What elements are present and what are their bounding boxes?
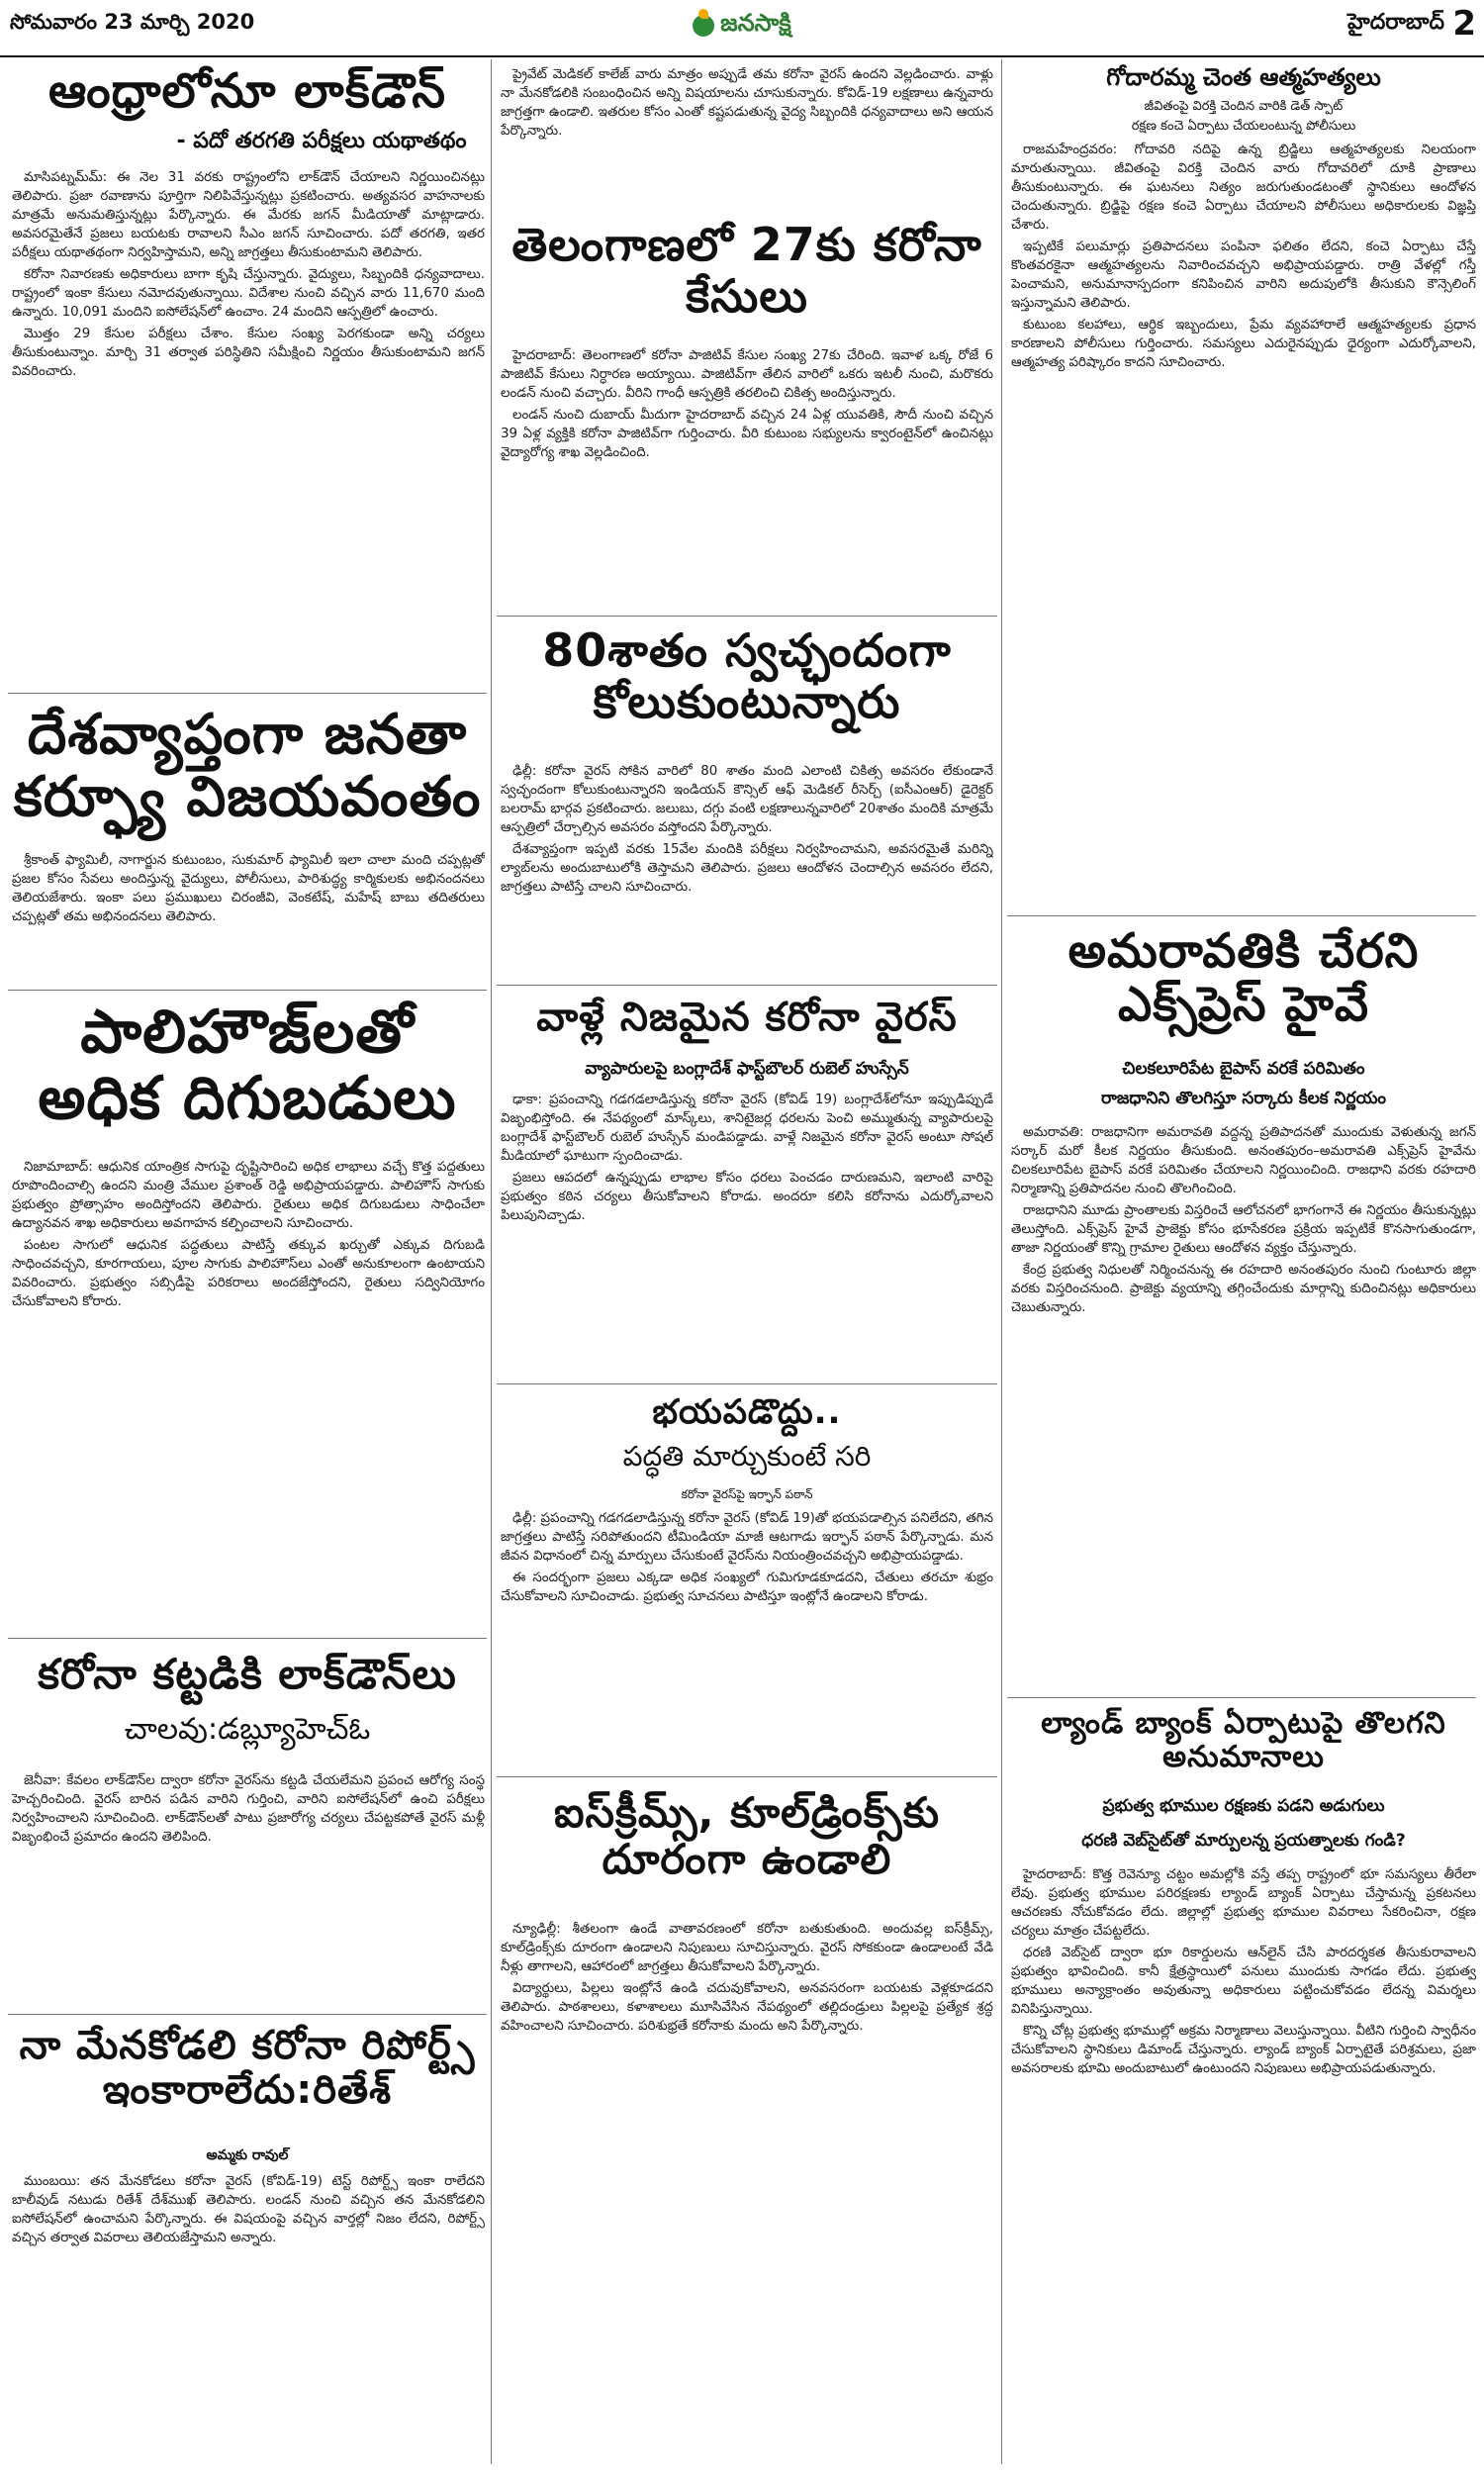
- section-divider: [1007, 1697, 1476, 1698]
- section-divider: [497, 1383, 997, 1384]
- virus-subhead: వ్యాపారులపై బంగ్లాదేశ్ ఫాస్ట్‌బౌలర్ రుబెల్ హుస్సేన్: [585, 1059, 909, 1079]
- paragraph: కేంద్ర ప్రభుత్వ నిధులతో నిర్మించనున్న ఈ రహదారి అనంతపురం నుంచి గుంటూరు జిల్లా వరకు విస్తరించనుంది. ప్రాజెక్టు వ్యయాన్ని తగ్గించేందుకు మార్గాన్ని కుదించినట్లు అధికారులు చెబుతున్నారు.: [1011, 1263, 1476, 1316]
- doctors-lead-body: [501, 65, 993, 214]
- ap-subhead: - పదో తరగతి పరీక్షలు యథాతథం: [176, 129, 467, 153]
- paragraph: కరోనా నివారణకు అధికారులు బాగా కృషి చేస్తున్నారు. వైద్యులు, సిబ్బందికి ధన్యవాదాలు. రాష్ట్రంలో ఇంకా కేసులు నమోదవుతున్నాయి. విదేశాల నుంచి వచ్చిన వారు 11,670 మంది ఉన్నారు. 10,091 మందిని ఐసోలేషన్‌లో ఉంచాం. 24 మందిని ఆస్పత్రిలో ఉంచారు.: [12, 267, 485, 321]
- edition-city: హైదరాబాద్: [1347, 10, 1444, 35]
- icecream-body: [501, 1920, 993, 2464]
- paragraph: పంటల సాగులో ఆధునిక పద్ధతులు పాటిస్తే తక్కువ ఖర్చుతో ఎక్కువ దిగుబడి సాధించవచ్చని, కూరగాయలు, పూల సాగుకు పాలిహౌస్‌లు ఎంతో అనుకూలంగా ఉంటాయని వివరించారు. ప్రభుత్వం సబ్సిడీపై పరికరాలు అందజేస్తోందని, రైతులు సద్వినియోగం చేసుకోవాలని కోరారు.: [12, 1238, 485, 1310]
- paragraph: దేశవ్యాప్తంగా ఇప్పటి వరకు 15వేల మందికి పరీక్షలు నిర్వహించామని, అవసరమైతే మరిన్ని ల్యాబ్‌లను అందుబాటులోకి తెస్తామని తెలిపారు. ప్రజలు ఆందోళన చెందాల్సిన అవసరం లేదని, జాగ్రత్తలు పాటిస్తే చాలని సూచించారు.: [501, 842, 993, 896]
- section-divider: [8, 1638, 487, 1639]
- section-divider: [497, 616, 997, 617]
- paragraph: లండన్ నుంచి దుబాయ్ మీదుగా హైదరాబాద్ వచ్చిన 24 ఏళ్ల యువతికి, సౌదీ నుంచి వచ్చిన 39 ఏళ్ల వ్యక్తికి కరోనా పాజిటివ్‌గా గుర్తించారు. వీరి కుటుంబ సభ్యులను క్వారంటైన్‌లో ఉంచినట్లు వైద్యారోగ్య శాఖ వెల్లడించింది.: [501, 408, 993, 461]
- amaravati-body: [1011, 1123, 1476, 1692]
- godavari-subhead: రక్షణ కంచె ఏర్పాటు చేయలంటున్న పోలీసులు: [1131, 119, 1356, 134]
- paragraph: నిజామాబాద్: ఆధునిక యాంత్రిక సాగుపై దృష్టిసారించి అధిక లాభాలు వచ్చే కొత్త పద్దతులు రూపొందించాల్సి ఉందని మంత్రి వేముల ప్రశాంత్ రెడ్డి అభిప్రాయపడ్డారు. పాలిహౌస్ సాగుకు ప్రభుత్వం ప్రోత్సాహం అందిస్తోందని తెలిపారు. రైతులు అధిక దిగుబడులు సాధించేలా ఉద్యానవన శాఖ అధికారులు అవగాహన కల్పించాలని సూచించారు.: [12, 1160, 485, 1232]
- paragraph: హైదరాబాద్: తెలంగాణలో కరోనా పాజిటివ్ కేసుల సంఖ్య 27కు చేరింది. ఇవాళ ఒక్క రోజే 6 పాజిటివ్ కేసులు నిర్ధారణ అయ్యాయి. పాజిటివ్‌గా తేలిన వారిలో ఒకరు ఇటలీ నుంచి, మరొకరు లండన్ నుంచి వచ్చారు. వీరిని గాంధీ ఆస్పత్రికి తరలించి చికిత్స అందిస్తున్నారు.: [501, 348, 993, 402]
- landbank-subhead: ధరణి వెబ్‌సైట్‌తో మార్పులన్న ప్రయత్నాలకు గండి?: [1081, 1831, 1406, 1851]
- godavari-subhead: జీవితంపై విరక్తి చెందిన వారికి డెత్ స్పాట్: [1144, 99, 1344, 114]
- section-divider: [8, 2014, 487, 2015]
- who-body: [12, 1771, 485, 2004]
- ritesh-body: [12, 2172, 485, 2464]
- column-divider: [491, 59, 492, 2464]
- paragraph: ధరణి వెబ్‌సైట్ ద్వారా భూ రికార్డులను ఆన్‌లైన్ చేసి పారదర్శకత తీసుకురావాలని ప్రభుత్వం భావించింది. కానీ క్షేత్రస్థాయిలో పనులు ముందుకు సాగడం లేదు. ప్రభుత్వ భూములు అన్యాక్రాంతం అవుతున్నా అధికారులు పట్టించుకోవడం లేదన్న విమర్శలు వినిపిస్తున్నాయి.: [1011, 1946, 1476, 2018]
- section-divider: [497, 1776, 997, 1777]
- paragraph: ఢిల్లీ: ప్రపంచాన్ని గడగడలాడిస్తున్న కరోనా వైరస్ (కోవిడ్ 19)తో భయపడాల్సిన పనిలేదని, తగిన జాగ్రత్తలు పాటిస్తే సరిపోతుందని టీమిండియా మాజీ ఆటగాడు ఇర్ఫాన్ పఠాన్ పేర్కొన్నాడు. మన జీవన విధానంలో చిన్న మార్పులు చేసుకుంటే వైరస్‌ను నియంత్రించవచ్చని అభిప్రాయపడ్డాడు.: [501, 1511, 993, 1565]
- paragraph: ఢిల్లీ: కరోనా వైరస్ సోకిన వారిలో 80 శాతం మంది ఎలాంటి చికిత్స అవసరం లేకుండానే స్వచ్ఛందంగా కోలుకుంటున్నారని ఇండియన్ కౌన్సిల్ ఆఫ్ మెడికల్ రీసెర్చ్ (ఐసీఎంఆర్) డైరెక్టర్ బలరామ్ భార్గవ ప్రకటించారు. జలుబు, దగ్గు వంటి లక్షణాలున్నవారిలో 20శాతం మందికి మాత్రమే ఆస్పత్రిలో చేర్చాల్సిన అవసరం వస్తోందని పేర్కొన్నారు.: [501, 764, 993, 836]
- paragraph: విద్యార్థులు, పిల్లలు ఇంట్లోనే ఉండి చదువుకోవాలని, అనవసరంగా బయటకు వెళ్లకూడదని తెలిపారు. పాఠశాలలు, కళాశాలలు మూసివేసిన నేపథ్యంలో తల్లిదండ్రులు పిల్లలపై ప్రత్యేక శ్రద్ధ వహించాలని సూచించారు. పరిశుభ్రతే కరోనాకు మందు అని పేర్కొన్నారు.: [501, 1981, 993, 2035]
- fear-body: [501, 1509, 993, 1771]
- freedom-headline: 80శాతం స్వచ్ఛందంగా కోలుకుంటున్నారు: [542, 623, 952, 728]
- paragraph: హైదరాబాద్: కొత్త రెవెన్యూ చట్టం అమల్లోకి వస్తే తప్ప రాష్ట్రంలో భూ సమస్యలు తీరేలా లేవు. ప్రభుత్వ భూముల పరిరక్షణకు ల్యాండ్ బ్యాంక్ ఏర్పాటు చేస్తామన్న ప్రకటనలు ఆచరణకు నోచుకోవడం లేదు. జిల్లాల్లో ప్రభుత్వ భూముల వివరాలు సేకరించినా, రక్షణ చర్యలు మాత్రం చేపట్టలేదు.: [1011, 1867, 1476, 1940]
- paragraph: మాసిపట్నమ్‌మ్: ఈ నెల 31 వరకు రాష్ట్రంలోని లాక్‌డౌన్ చేయాలని నిర్ణయించినట్లు తెలిపారు. ప్రజా రవాణాను పూర్తిగా నిలిపివేస్తున్నట్లు ప్రకటించారు. అత్యవసర వాహనాలకు మాత్రమే అనుమతిస్తున్నట్లు పేర్కొన్నారు. ఈ మేరకు జగన్ మీడియాతో మాట్లాడారు. అవసరమైతేనే ప్రజలు బయటకు రావాలని సీఎం జగన్ సూచించారు. పదో తరగతి, ఇతర పరీక్షలు యథాతథంగా నిర్వహిస్తామని, అన్ని జాగ్రత్తలు తీసుకుంటామని తెలిపారు.: [12, 170, 485, 261]
- icecream-headline: ఐస్‌క్రీమ్స్, కూల్‌డ్రింక్స్‌కు దూరంగా ఉండాలి: [553, 1788, 941, 1884]
- polyhouse-headline: పాలిహౌజ్‌లతో అధిక దిగుబడులు: [38, 998, 457, 1134]
- page-number: 2: [1452, 4, 1476, 44]
- paragraph: ఢాకా: ప్రపంచాన్ని గడగడలాడిస్తున్న కరోనా వైరస్ (కోవిడ్ 19) బంగ్లాదేశ్‌లోనూ ఇప్పుడిప్పుడే విజృంభిస్తోంది. ఈ నేపథ్యంలో మాస్క్‌లు, శానిటైజర్ల ధరలను పెంచి అమ్ముతున్న వ్యాపారులపై బంగ్లాదేశ్ ఫాస్ట్‌బౌలర్ రుబెల్ హుస్సేన్ మండిపడ్డాడు. వాళ్లే నిజమైన కరోనా వైరస్ అంటూ సోషల్ మీడియాలో ఘాటుగా స్పందించాడు.: [501, 1093, 993, 1165]
- who-headline: కరోనా కట్టడికి లాక్‌డౌన్‌లు: [38, 1650, 457, 1698]
- who-subhead: చాలవు:డబ్ల్యూహెచ్‌ఓ: [124, 1712, 371, 1747]
- landbank-body: [1011, 1865, 1476, 2464]
- column-divider: [1001, 59, 1002, 2464]
- godavari-headline: గోదారమ్మ చెంత ఆత్మహత్యలు: [1106, 63, 1381, 91]
- amaravati-headline: అమరావతికి చేరని ఎక్స్‌ప్రెస్ హైవే: [1067, 923, 1420, 1032]
- ap-body: [12, 168, 485, 683]
- paragraph: కొన్ని చోట్ల ప్రభుత్వ భూముల్లో అక్రమ నిర్మాణాలు వెలుస్తున్నాయి. వీటిని గుర్తించి స్వాధీనం చేసుకోవాలని స్థానికులు డిమాండ్ చేస్తున్నారు. ల్యాండ్ బ్యాంక్ ఏర్పాటైతే పరిశ్రమలు, ప్రజా అవసరాలకు భూమి అందుబాటులో ఉంటుందని నిపుణులు అభిప్రాయపడుతున్నారు.: [1011, 2024, 1476, 2077]
- section-divider: [8, 990, 487, 991]
- fear-headline: భయపడొద్దు..: [652, 1392, 842, 1432]
- landbank-headline: ల్యాండ్ బ్యాంక్ ఏర్పాటుపై తొలగని అనుమానాలు: [1041, 1706, 1446, 1774]
- godavari-body: [1011, 141, 1476, 910]
- fear-subhead: పద్ధతి మార్చుకుంటే సరి: [622, 1440, 872, 1473]
- section-divider: [1007, 915, 1476, 916]
- virus-headline: వాళ్లే నిజమైన కరోనా వైరస్: [536, 995, 958, 1040]
- paragraph: ప్రైవేట్ మెడికల్ కాలేజ్ వారు మాత్రం అప్పుడే తమ కరోనా వైరస్ ఉందని వెల్లడించారు. వాళ్లు నా మేనకోడలికి సంబంధించిన అన్ని విషయాలను చూసుకున్నారు. కోవిడ్-19 లక్షణాలు ఉన్నవారు జాగ్రత్తగా ఉండాలి. ఇతరుల కోసం ఎంతో కష్టపడుతున్న వైద్య సిబ్బందికి ధన్యవాదాలు అని ఆయన పేర్కొన్నారు.: [501, 67, 993, 140]
- masthead-leaf-icon: [693, 15, 714, 37]
- masthead-logo: [643, 8, 841, 44]
- paragraph: జెనీవా: కేవలం లాక్‌డౌన్‌ల ద్వారా కరోనా వైరస్‌ను కట్టడి చేయలేమని ప్రపంచ ఆరోగ్య సంస్థ హెచ్చరించింది. వైరస్ బారిన పడిన వారిని గుర్తించి, వారిని ఐసోలేషన్‌లో ఉంచి పరీక్షలు నిర్వహించాలని సూచించింది. లాక్‌డౌన్‌లతో పాటు ప్రజారోగ్య చర్యలు చేపట్టకపోతే వైరస్ మళ్లీ విజృంభించే ప్రమాదం ఉందని తెలిపింది.: [12, 1773, 485, 1846]
- fear-byline: కరోనా వైరస్‌పై ఇర్ఫాన్ పఠాన్: [681, 1487, 813, 1501]
- polyhouse-body: [12, 1158, 485, 1633]
- ap-headline: ఆంధ్రాలోనూ లాక్‌డౌన్: [47, 63, 447, 119]
- page-header: [0, 0, 1484, 57]
- amaravati-subhead: చిలకలూరిపేట బైపాస్ వరకే పరిమితం: [1122, 1059, 1365, 1079]
- masthead-title: జనసాక్షి: [720, 9, 791, 37]
- ritesh-headline: నా మేనకోడలి కరోనా రిపోర్ట్స్ ఇంకారాలేదు:రితేశ్: [19, 2023, 476, 2113]
- telangana-headline: తెలంగాణలో 27కు కరోనా కేసులు: [511, 218, 982, 323]
- paragraph: అమరావతి: రాజధానిగా అమరావతి వద్దన్న ప్రతిపాదనతో ముందుకు వెళుతున్న జగన్ సర్కార్ మరో కీలక నిర్ణయం తీసుకుంది. అనంతపురం–అమరావతి ఎక్స్‌ప్రెస్ హైవేను చిలకలూరిపేట బైపాస్ వరకే పరిమితం చేయాలని నిర్ణయించింది. రాజధాని వరకు రహదారి నిర్మాణాన్ని ప్రతిపాదనల నుంచి తొలగించింది.: [1011, 1125, 1476, 1197]
- paragraph: ముంబయి: తన మేనకోడలు కరోనా వైరస్ (కోవిడ్-19) టెస్ట్ రిపోర్ట్స్ ఇంకా రాలేదని బాలీవుడ్ నటుడు రితేశ్ దేశ్‌ముఖ్ తెలిపారు. లండన్ నుంచి వచ్చిన తన మేనకోడలిని ఐసోలేషన్‌లో ఉంచామని పేర్కొన్నారు. ఈ విషయంపై వచ్చిన వార్తల్లో నిజం లేదని, రిపోర్ట్స్ వచ్చిన తర్వాత వివరాలు తెలియజేస్తామని అన్నారు.: [12, 2174, 485, 2246]
- paragraph: రాజమహేంద్రవరం: గోదావరి నదిపై ఉన్న బ్రిడ్జిలు ఆత్మహత్యలకు నిలయంగా మారుతున్నాయి. జీవితంపై విరక్తి చెందిన వారు గోదావరిలో దూకి ప్రాణాలు తీసుకుంటున్నారు. ఈ ఘటనలు నిత్యం జరుగుతుండటంతో స్థానికులు ఆందోళన చెందుతున్నారు. బ్రిడ్జిపై రక్షణ కంచె ఏర్పాటు చేయాలని పోలీసులు అధికారులకు విజ్ఞప్తి చేశారు.: [1011, 143, 1476, 234]
- paragraph: ప్రజలు ఆపదలో ఉన్నప్పుడు లాభాల కోసం ధరలు పెంచడం దారుణమని, ఇలాంటి వారిపై ప్రభుత్వం కఠిన చర్యలు తీసుకోవాలని కోరాడు. అందరూ కలిసి కరోనాను ఎదుర్కోవాలని పిలుపునిచ్చాడు.: [501, 1171, 993, 1224]
- paragraph: న్యూఢిల్లీ: శీతలంగా ఉండే వాతావరణంలో కరోనా బతుకుతుంది. అందువల్ల ఐస్‌క్రీమ్స్, కూల్‌డ్రింక్స్‌కు దూరంగా ఉండాలని నిపుణులు సూచిస్తున్నారు. వైరస్ సోకకుండా ఉండాలంటే వేడి నీళ్లు తాగాలని, ఆహారంలో జాగ్రత్తలు తీసుకోవాలని పేర్కొన్నారు.: [501, 1922, 993, 1975]
- paragraph: ఈ సందర్భంగా ప్రజలు ఎక్కడా అధిక సంఖ్యలో గుమిగూడకూడదని, చేతులు తరచూ శుభ్రం చేసుకోవాలని సూచించాడు. ప్రభుత్వ సూచనలు పాటిస్తూ ఇంట్లోనే ఉండాలని కోరాడు.: [501, 1571, 993, 1605]
- paragraph: రాజధానిని మూడు ప్రాంతాలకు విస్తరించే ఆలోచనలో భాగంగానే ఈ నిర్ణయం తీసుకున్నట్లు తెలుస్తోంది. ఎక్స్‌ప్రెస్ హైవే ప్రాజెక్టు కోసం భూసేకరణ ప్రక్రియ ఇప్పటికే కొనసాగుతుండగా, తాజా నిర్ణయంతో కొన్ని గ్రామాల రైతులు ఆందోళన వ్యక్తం చేస్తున్నారు.: [1011, 1203, 1476, 1257]
- paragraph: శ్రీకాంత్ ఫ్యామిలీ, నాగార్జున కుటుంబం, సుకుమార్ ఫ్యామిలీ ఇలా చాలా మంది చప్పట్లతో ప్రజల కోసం సేవలు అందిస్తున్న వైద్యులు, పోలీసులు, పారిశుద్ధ్య కార్మికులకు అభినందనలు తెలియజేశారు. ఇంకా పలు ప్రముఖులు చిరంజీవి, వెంకటేష్, మహేష్ బాబు తదితరులు చప్పట్లతో తమ అభినందనలు తెలిపారు.: [12, 853, 485, 925]
- telangana-body: [501, 346, 993, 614]
- paragraph: ఇప్పటికే పలుమార్లు ప్రతిపాదనలు పంపినా ఫలితం లేదని, కంచె ఏర్పాటు చేస్తే కొంతవరకైనా ఆత్మహత్యలను నివారించవచ్చని అభిప్రాయపడ్డారు. రాత్రి వేళల్లో గస్తీ పెంచామని, అనుమానాస్పదంగా కనిపించిన వారిని అదుపులోకి తీసుకుని కౌన్సెలింగ్ ఇస్తున్నామని తెలిపారు.: [1011, 239, 1476, 312]
- edition-date: సోమవారం 23 మార్చి 2020: [10, 10, 255, 34]
- curfew-body: [12, 851, 485, 980]
- freedom-body: [501, 762, 993, 980]
- section-divider: [497, 985, 997, 986]
- section-divider: [8, 693, 487, 694]
- paragraph: మొత్తం 29 కేసుల పరీక్షలు చేశాం. కేసుల సంఖ్య పెరగకుండా అన్ని చర్యలు తీసుకుంటున్నాం. మార్చి 31 తర్వాత పరిస్థితిని సమీక్షించి నిర్ణయం తీసుకుంటామని జగన్ వివరించారు.: [12, 327, 485, 380]
- amaravati-subhead: రాజధానిని తొలగిస్తూ సర్కారు కీలక నిర్ణయం: [1100, 1089, 1387, 1108]
- landbank-subhead: ప్రభుత్వ భూముల రక్షణకు పడని అడుగులు: [1102, 1796, 1385, 1816]
- virus-body: [501, 1091, 993, 1378]
- curfew-headline: దేశవ్యాప్తంగా జనతా కర్ఫ్యూ విజయవంతం: [13, 703, 482, 829]
- paragraph: కుటుంబ కలహాలు, ఆర్థిక ఇబ్బందులు, ప్రేమ వ్యవహారాలే ఆత్మహత్యలకు ప్రధాన కారణాలని పోలీసులు గుర్తించారు. సమస్యలు ఎదురైనప్పుడు ధైర్యంగా ఎదుర్కోవాలని, ఆత్మహత్య పరిష్కారం కాదని సూచించారు.: [1011, 318, 1476, 371]
- ritesh-byline: అమ్మకు రావుల్‌: [206, 2147, 289, 2163]
